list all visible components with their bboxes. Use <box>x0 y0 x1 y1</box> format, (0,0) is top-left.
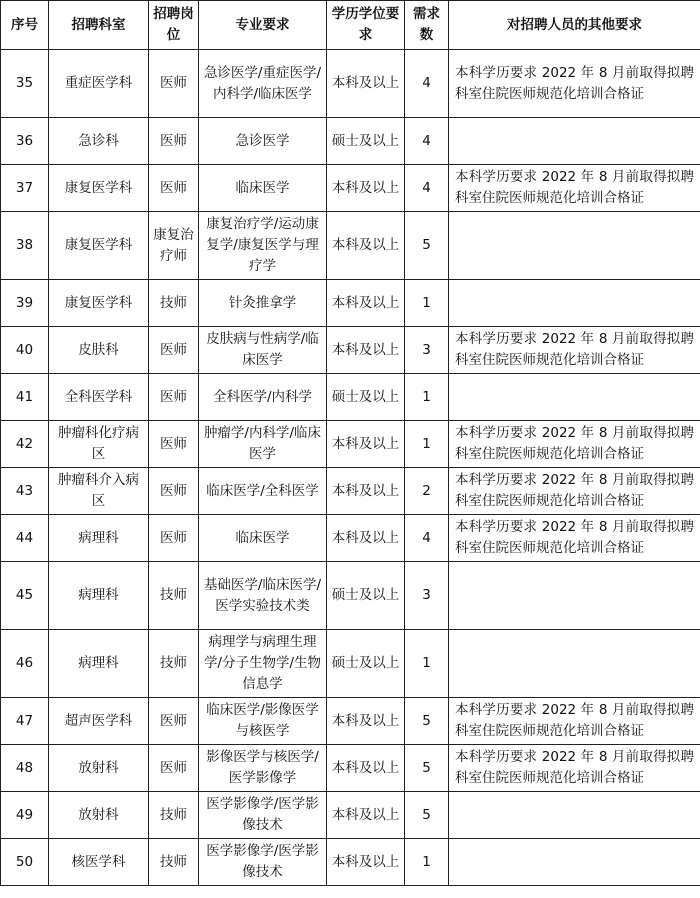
other-requirements-cell <box>449 280 700 327</box>
other-requirements-cell <box>449 374 700 421</box>
major-cell: 全科医学/内科学 <box>199 374 327 421</box>
position-cell: 医师 <box>149 165 199 212</box>
count-cell: 1 <box>405 374 449 421</box>
department-cell: 肿瘤科化疗病区 <box>49 421 149 468</box>
serial-no-cell: 43 <box>1 468 49 515</box>
major-cell: 医学影像学/医学影像技术 <box>199 792 327 839</box>
other-requirements-cell <box>449 212 700 280</box>
major-cell: 急诊医学 <box>199 118 327 165</box>
other-requirements-cell <box>449 562 700 630</box>
other-requirements-cell: 本科学历要求 2022 年 8 月前取得拟聘科室住院医师规范化培训合格证 <box>449 515 700 562</box>
header-major: 专业要求 <box>199 1 327 50</box>
count-cell: 5 <box>405 698 449 745</box>
department-cell: 超声医学科 <box>49 698 149 745</box>
degree-cell: 本科及以上 <box>327 468 405 515</box>
degree-cell: 本科及以上 <box>327 50 405 118</box>
position-cell: 康复治疗师 <box>149 212 199 280</box>
position-cell: 医师 <box>149 50 199 118</box>
table-row <box>1 212 700 280</box>
serial-no-cell: 35 <box>1 50 49 118</box>
serial-no-cell: 45 <box>1 562 49 630</box>
position-cell: 医师 <box>149 745 199 792</box>
department-cell: 康复医学科 <box>49 280 149 327</box>
degree-cell: 本科及以上 <box>327 839 405 886</box>
major-cell: 皮肤病与性病学/临床医学 <box>199 327 327 374</box>
degree-cell: 本科及以上 <box>327 745 405 792</box>
degree-cell: 硕士及以上 <box>327 562 405 630</box>
other-requirements-cell: 本科学历要求 2022 年 8 月前取得拟聘科室住院医师规范化培训合格证 <box>449 468 700 515</box>
serial-no-cell: 46 <box>1 630 49 698</box>
major-cell: 临床医学 <box>199 165 327 212</box>
other-requirements-cell <box>449 118 700 165</box>
serial-no-cell: 36 <box>1 118 49 165</box>
table-row <box>1 374 700 421</box>
major-cell: 临床医学 <box>199 515 327 562</box>
position-cell: 技师 <box>149 562 199 630</box>
serial-no-cell: 49 <box>1 792 49 839</box>
degree-cell: 本科及以上 <box>327 792 405 839</box>
position-cell: 技师 <box>149 280 199 327</box>
position-cell: 医师 <box>149 118 199 165</box>
department-cell: 皮肤科 <box>49 327 149 374</box>
count-cell: 4 <box>405 118 449 165</box>
table-row <box>1 792 700 839</box>
major-cell: 临床医学/全科医学 <box>199 468 327 515</box>
department-cell: 核医学科 <box>49 839 149 886</box>
department-cell: 肿瘤科介入病区 <box>49 468 149 515</box>
major-cell: 急诊医学/重症医学/内科学/临床医学 <box>199 50 327 118</box>
serial-no-cell: 38 <box>1 212 49 280</box>
department-cell: 康复医学科 <box>49 165 149 212</box>
header-department: 招聘科室 <box>49 1 149 50</box>
position-cell: 技师 <box>149 792 199 839</box>
position-cell: 医师 <box>149 698 199 745</box>
degree-cell: 本科及以上 <box>327 280 405 327</box>
table-row <box>1 50 700 118</box>
position-cell: 医师 <box>149 515 199 562</box>
major-cell: 肿瘤学/内科学/临床医学 <box>199 421 327 468</box>
header-row <box>1 1 700 50</box>
other-requirements-cell <box>449 839 700 886</box>
table-row <box>1 630 700 698</box>
count-cell: 1 <box>405 280 449 327</box>
table-row <box>1 839 700 886</box>
department-cell: 全科医学科 <box>49 374 149 421</box>
serial-no-cell: 50 <box>1 839 49 886</box>
serial-no-cell: 37 <box>1 165 49 212</box>
degree-cell: 本科及以上 <box>327 515 405 562</box>
department-cell: 放射科 <box>49 792 149 839</box>
position-cell: 技师 <box>149 839 199 886</box>
department-cell: 病理科 <box>49 630 149 698</box>
table-row <box>1 421 700 468</box>
position-cell: 医师 <box>149 374 199 421</box>
degree-cell: 硕士及以上 <box>327 374 405 421</box>
degree-cell: 本科及以上 <box>327 212 405 280</box>
position-cell: 医师 <box>149 327 199 374</box>
major-cell: 影像医学与核医学/医学影像学 <box>199 745 327 792</box>
position-cell: 技师 <box>149 630 199 698</box>
table-header <box>1 1 700 50</box>
table-row <box>1 280 700 327</box>
table-row <box>1 165 700 212</box>
serial-no-cell: 40 <box>1 327 49 374</box>
degree-cell: 本科及以上 <box>327 421 405 468</box>
other-requirements-cell <box>449 792 700 839</box>
count-cell: 4 <box>405 515 449 562</box>
position-cell: 医师 <box>149 421 199 468</box>
table-row <box>1 745 700 792</box>
table-row <box>1 118 700 165</box>
serial-no-cell: 39 <box>1 280 49 327</box>
other-requirements-cell: 本科学历要求 2022 年 8 月前取得拟聘科室住院医师规范化培训合格证 <box>449 421 700 468</box>
count-cell: 3 <box>405 562 449 630</box>
department-cell: 康复医学科 <box>49 212 149 280</box>
major-cell: 医学影像学/医学影像技术 <box>199 839 327 886</box>
header-serial-no: 序号 <box>1 1 49 50</box>
count-cell: 5 <box>405 745 449 792</box>
table-row <box>1 468 700 515</box>
department-cell: 病理科 <box>49 515 149 562</box>
major-cell: 病理学与病理生理学/分子生物学/生物信息学 <box>199 630 327 698</box>
major-cell: 基础医学/临床医学/医学实验技术类 <box>199 562 327 630</box>
serial-no-cell: 42 <box>1 421 49 468</box>
degree-cell: 硕士及以上 <box>327 630 405 698</box>
count-cell: 1 <box>405 839 449 886</box>
header-other-requirements: 对招聘人员的其他要求 <box>449 1 700 50</box>
table-row <box>1 327 700 374</box>
serial-no-cell: 44 <box>1 515 49 562</box>
count-cell: 3 <box>405 327 449 374</box>
count-cell: 1 <box>405 421 449 468</box>
other-requirements-cell: 本科学历要求 2022 年 8 月前取得拟聘科室住院医师规范化培训合格证 <box>449 327 700 374</box>
count-cell: 4 <box>405 50 449 118</box>
other-requirements-cell <box>449 630 700 698</box>
major-cell: 临床医学/影像医学与核医学 <box>199 698 327 745</box>
department-cell: 急诊科 <box>49 118 149 165</box>
department-cell: 重症医学科 <box>49 50 149 118</box>
header-position: 招聘岗位 <box>149 1 199 50</box>
serial-no-cell: 47 <box>1 698 49 745</box>
header-count: 需求数 <box>405 1 449 50</box>
count-cell: 2 <box>405 468 449 515</box>
table-row <box>1 698 700 745</box>
department-cell: 病理科 <box>49 562 149 630</box>
major-cell: 康复治疗学/运动康复学/康复医学与理疗学 <box>199 212 327 280</box>
degree-cell: 本科及以上 <box>327 327 405 374</box>
count-cell: 5 <box>405 212 449 280</box>
other-requirements-cell: 本科学历要求 2022 年 8 月前取得拟聘科室住院医师规范化培训合格证 <box>449 745 700 792</box>
count-cell: 1 <box>405 630 449 698</box>
other-requirements-cell: 本科学历要求 2022 年 8 月前取得拟聘科室住院医师规范化培训合格证 <box>449 50 700 118</box>
table-body <box>1 50 700 886</box>
other-requirements-cell: 本科学历要求 2022 年 8 月前取得拟聘科室住院医师规范化培训合格证 <box>449 698 700 745</box>
other-requirements-cell: 本科学历要求 2022 年 8 月前取得拟聘科室住院医师规范化培训合格证 <box>449 165 700 212</box>
serial-no-cell: 41 <box>1 374 49 421</box>
position-cell: 医师 <box>149 468 199 515</box>
serial-no-cell: 48 <box>1 745 49 792</box>
department-cell: 放射科 <box>49 745 149 792</box>
count-cell: 4 <box>405 165 449 212</box>
count-cell: 5 <box>405 792 449 839</box>
header-degree: 学历学位要求 <box>327 1 405 50</box>
table-row <box>1 515 700 562</box>
degree-cell: 本科及以上 <box>327 165 405 212</box>
degree-cell: 本科及以上 <box>327 698 405 745</box>
major-cell: 针灸推拿学 <box>199 280 327 327</box>
table-row <box>1 562 700 630</box>
degree-cell: 硕士及以上 <box>327 118 405 165</box>
